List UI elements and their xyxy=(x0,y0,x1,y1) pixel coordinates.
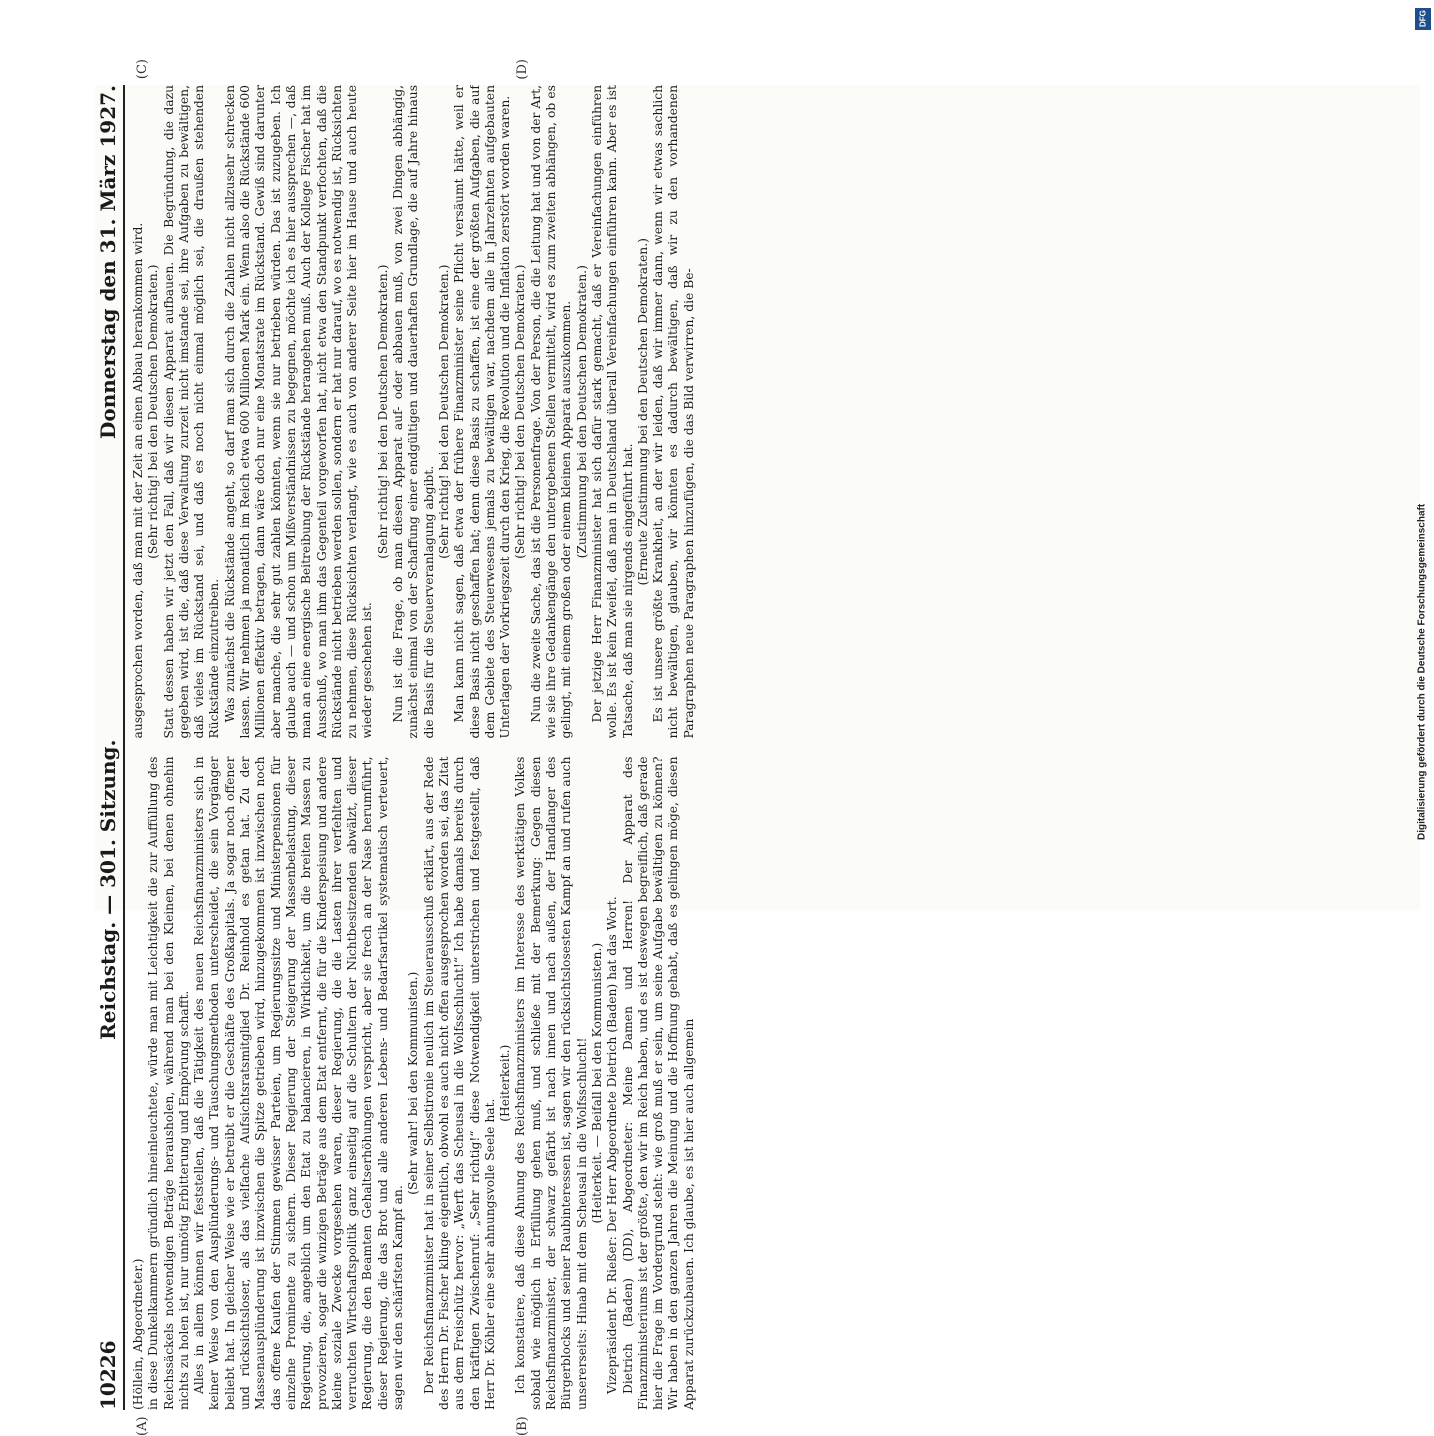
paragraph: Dietrich (Baden) (DD), Abgeordneter: Meine Damen und Herren! Der Apparat des Finanzministeriums ist der größte, den wir im Reich haben, und es ist deswegen begreiflich, daß gerade hier die Frage im Vordergrund steht: wie groß muß er sein, um seine Aufgabe bewältigen zu können? Wir haben in den ganzen Jahren die Meinung und die Hoffnung gehabt, daß es gelingen möge, diesen Apparat zurückzubauen. Ich glaube, es ist hier auch allgemein xyxy=(620,756,696,1410)
margin-mark-b: (B) xyxy=(515,1416,530,1436)
session-date: Donnerstag den 31. März 1927. xyxy=(96,85,120,439)
text-columns xyxy=(131,85,916,1410)
paragraph: Vizepräsident Dr. Rießer: Der Herr Abgeordnete Dietrich (Baden) hat das Wort. xyxy=(605,896,620,1394)
paragraph: Was zunächst die Rückstände angeht, so darf man sich durch die Zahlen nicht allzusehr schrecken lassen. Wir nehmen ja monatlich im Reich etwa 600 Millionen Mark ein. Wenn also die Rückstände 600 Millionen effektiv betragen, dann wäre doch nur eine Monatsrate im Rückstand. Gewiß sind darunter aber manche, die sehr gut zahlen könnten, wenn sie nur betrieben würden. Das ist zuzugeben. Ich glaube auch — und schon um Mißverständnissen zu begegnen, möchte ich es hier aussprechen —, daß man an eine energische Beitreibung der Rückstände herangehen muß. Auch der Kollege Fischer hat im Ausschuß, wo man ihm das Gegenteil vorgeworfen hat, nicht etwa den Standpunkt verfochten, daß die Rückstände nicht betrieben werden sollen, sondern er hat nur darauf, wo es notwendig ist, Rücksichten zu nehmen, diese Rücksichten verlangt, wie es auch von anderer Seite hier im Hause und auch heute wieder geschehen ist. xyxy=(222,85,375,739)
paragraph: Ich konstatiere, daß diese Ahnung des Reichsfinanzministers im Interesse des werktätigen Volkes sobald wie möglich in Erfüllung gehen muß, und schließe mit der Bemerkung: Gegen diesen Reichsfinanzminister, der schwarz gefärbt ist nach innen und nach außen, der Handlanger des Bürgerblocks und seiner Raubinteressen ist, sagen wir den rücksichtslosesten Kampf an und rufen auch unsererseits: Hinab mit dem Scheusal in die Wolfsschlucht! xyxy=(513,756,589,1410)
interjection: (Sehr wahr! bei den Kommunisten.) xyxy=(406,971,421,1195)
scanned-page xyxy=(95,59,1420,1436)
left-column xyxy=(131,757,916,1411)
paragraph: Es ist unsere größte Krankheit, an der wir leiden, daß wir immer dann, wenn wir etwas sachlich nicht bewältigen, glauben, wir könnten es dadurch bewältigen, daß wir zu den vorhandenen Paragraphen neue Paragraphen hinzufügen, die das Bild verwirren, die Be- xyxy=(651,85,696,739)
rotated-newspaper-page xyxy=(95,59,920,1436)
session-title: Reichstag. — 301. Sitzung. xyxy=(96,739,120,1040)
margin-mark-a: (A) xyxy=(135,1416,150,1436)
paragraph: Nun die zweite Sache, das ist die Personenfrage. Von der Person, die die Leitung hat und von der Art, wie sie ihre Gedankengänge den untergebenen Stellen vermittelt, wird es zum zweiten abhängen, ob es gelingt, mit einem großen oder einem kleinen Apparat auszukommen. xyxy=(528,85,574,739)
interjection: (Sehr richtig! bei den Deutschen Demokraten.) xyxy=(436,264,451,559)
page-number: 10226 xyxy=(96,1340,120,1410)
margin-mark-c: (C) xyxy=(135,59,150,80)
right-column xyxy=(131,85,916,739)
interjection: (Heiterkeit. — Beifall bei den Kommunisten.) xyxy=(589,942,604,1224)
margin-mark-d: (D) xyxy=(515,59,530,80)
paragraph: Der Reichsfinanzminister hat in seiner Selbstironie neulich im Steuerausschuß erklärt, aus der Rede des Herrn Dr. Fischer klinge eigentlich, obwohl es auch nicht offen ausgesprochen worden sei, das Zitat aus dem Freischütz hervor: „Werft das Scheusal in die Wolfsschlucht!“ Ich habe damals bereits durch den kräftigen Zwischenruf: „Sehr richtig!“ diese Notwendigkeit unterstrichen und festgestellt, daß Herr Dr. Köhler eine sehr ahnungsvolle Seele hat. xyxy=(421,756,497,1410)
dfg-logo: DFG xyxy=(1415,8,1431,30)
paragraph: (Höllein, Abgeordneter.) xyxy=(131,1258,145,1410)
interjection: (Zustimmung bei den Deutschen Demokraten.) xyxy=(574,265,589,559)
interjection: (Erneute Zustimmung bei den Deutschen Demokraten.) xyxy=(635,238,650,586)
interjection: (Sehr richtig! bei den Deutschen Demokraten.) xyxy=(375,264,390,559)
paragraph: Der jetzige Herr Finanzminister hat sich dafür stark gemacht, daß er Vereinfachungen einführen wolle. Es ist kein Zweifel, daß man in Deutschland überall Vereinfachungen einführen kann. Aber es ist Tatsache, daß man sie nirgends eingeführt hat. xyxy=(589,85,635,739)
page-header xyxy=(95,85,125,1410)
paragraph: Nun ist die Frage, ob man diesen Apparat auf- oder abbauen muß, von zwei Dingen abhängig, zunächst einmal von der Schaffung einer endgültigen und dauerhaften Grundlage, die auf Jahre hinaus die Basis für die Steuerveranlagung abgibt. xyxy=(391,85,436,739)
interjection: (Sehr richtig! bei den Deutschen Demokraten.) xyxy=(513,264,528,559)
digitization-note: Digitalisierung gefördert durch die Deutsche Forschungsgemeinschaft xyxy=(1416,503,1428,840)
paragraph: in diese Dunkelkammern gründlich hineinleuchtete, würde man mit Leichtigkeit die zur Auffüllung des Reichssäckels notwendigen Beträge herausholen, während man bei den Kleinen, bei denen ohnehin nichts zu holen ist, nur unnötig Erbitterung und Empörung schafft. xyxy=(146,756,191,1410)
interjection: (Heiterkeit.) xyxy=(498,1044,513,1122)
paragraph: ausgesprochen worden, daß man mit der Zeit an einen Abbau herankommen wird. xyxy=(131,222,145,739)
paragraph: Alles in allem können wir feststellen, daß die Tätigkeit des neuen Reichsfinanzministers sich in keiner Weise von den Ausplünderungs- und Täuschungsmethoden unterscheidet, die sein Vorgänger beliebt hat. In gleicher Weise wie er betreibt er die Geschäfte des Großkapitals. Ja sogar noch offener und rücksichtsloser, als das vielfache Aufsichtsratsmitglied Dr. Reinhold es getan hat. Zu der Massenausplünderung ist inzwischen die Spitze getrieben wird, hinzugekommen ist inzwischen noch das offene Kaufen der Stimmen gewisser Parteien, um Regierungssitze und Ministerpensionen für einzelne Prominente zu sichern. Dieser Regierung der Steigerung der Massenbelastung, dieser Regierung, die, angeblich um den Etat zu balancieren, in Wirklichkeit, um die breiten Massen zu provozieren, sogar die winzigen Beträge aus dem Etat entfernt, die für die Kinderspeisung und andere kleine soziale Zwecke vorgesehen waren, dieser Regierung, die die Lasten ihrer verfehlten und verruchten Wirtschaftspolitik ganz einseitig auf die Schultern der Nichtbesitzenden abwälzt, dieser Regierung, die den Beamten Gehaltserhöhungen verspricht, aber sie frech an der Nase herumführt, dieser Regierung, die das Brot und alle anderen Lebens- und Bedarfsartikel systematisch verteuert, sagen wir den schärfsten Kampf an. xyxy=(192,756,406,1410)
paragraph: Man kann nicht sagen, daß etwa der frühere Finanzminister seine Pflicht versäumt hätte, weil er diese Basis nicht geschaffen hat; denn diese Basis zu schaffen, ist eine der größten Aufgaben, die auf dem Gebiete des Steuerwesens jemals zu bewältigen war, nachdem alle in Jahrzehnten aufgebauten Unterlagen der Vorkriegszeit durch den Krieg, die Revolution und die Inflation zerstört worden waren. xyxy=(452,85,513,739)
interjection: (Sehr richtig! bei den Deutschen Demokraten.) xyxy=(146,264,161,559)
paragraph: Statt dessen haben wir jetzt den Fall, daß wir diesen Apparat aufbauen. Die Begründung, die dazu gegeben wird, ist die, daß diese Verwaltung zurzeit nicht imstande sei, ihre Aufgaben zu bewältigen, daß vieles im Rückstand sei, und daß es noch nicht einmal möglich sei, die draußen stehenden Rückstände einzutreiben. xyxy=(161,85,222,739)
